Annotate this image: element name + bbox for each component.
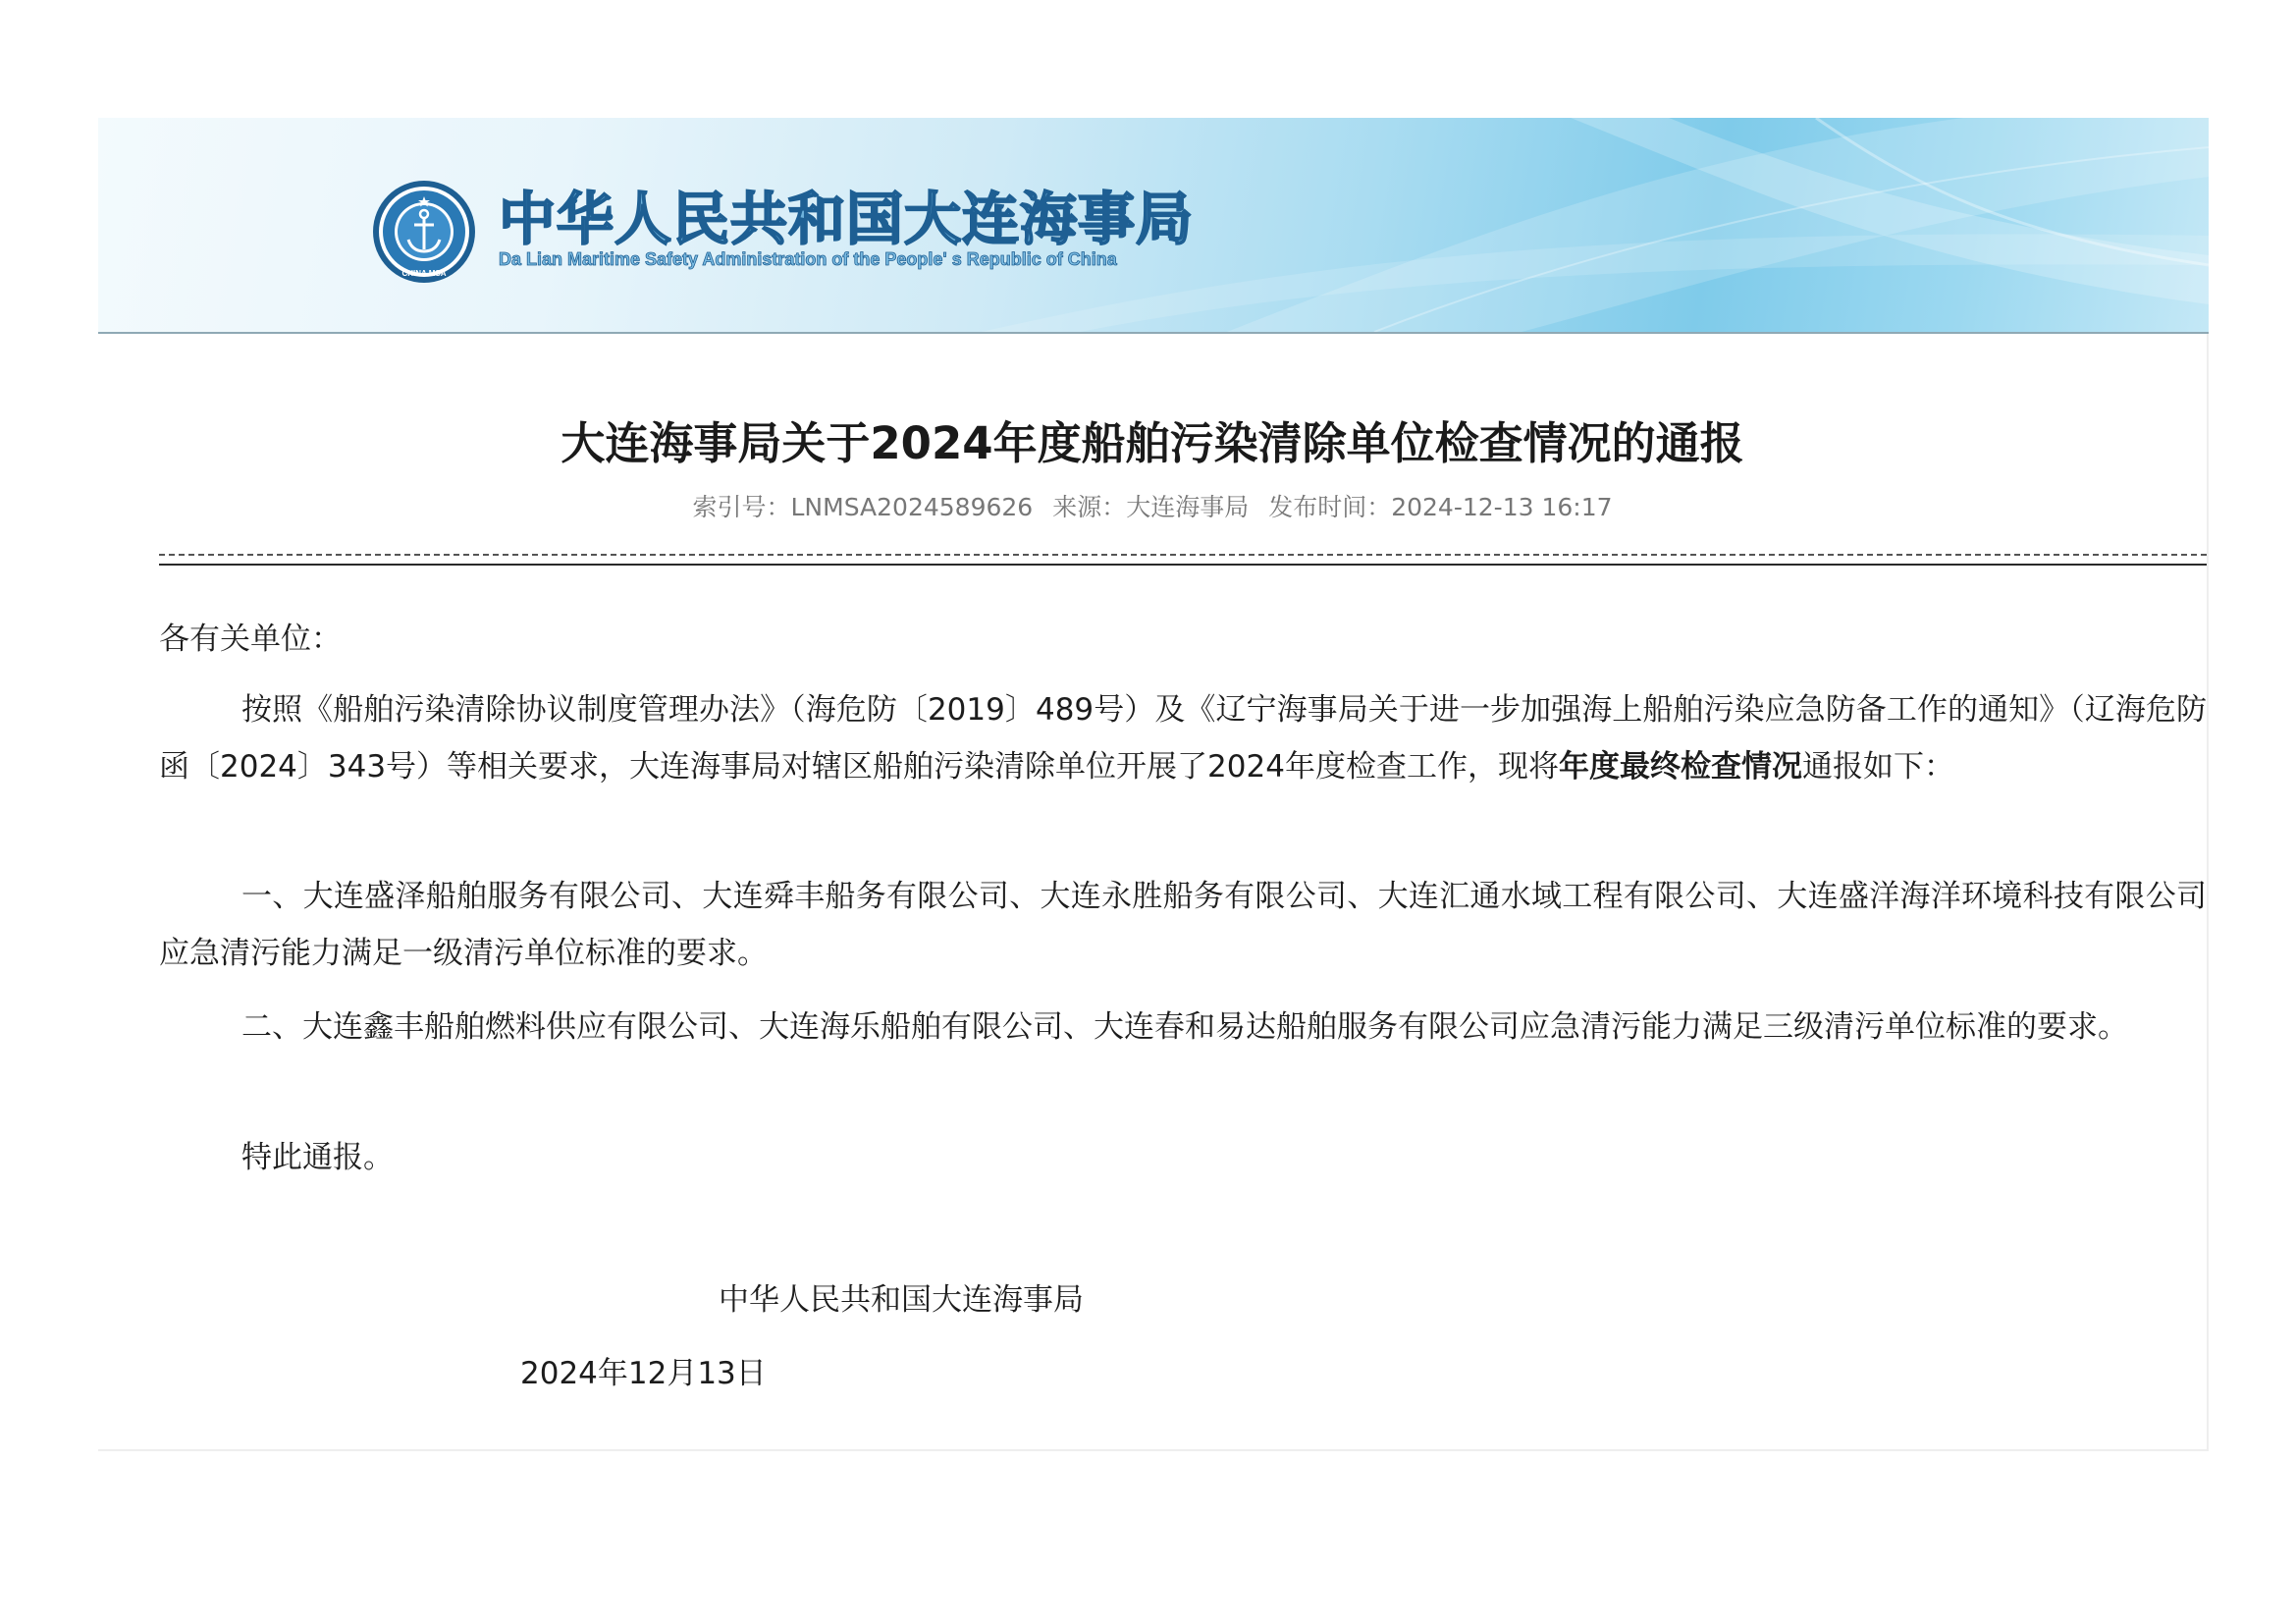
paragraph-intro-tail: 通报如下：	[1801, 749, 1954, 785]
banner-subtitle: Da Lian Maritime Safety Administration of the People' s Republic of China	[499, 249, 1117, 269]
publish-time: 发布时间：2024-12-13 16:17	[1268, 493, 1613, 521]
closing-line: 特此通报。	[241, 1140, 394, 1175]
banner-title: 中华人民共和国大连海事局	[499, 186, 1195, 252]
index-number: 索引号：LNMSA2024589626	[692, 493, 1034, 521]
paragraph-intro	[159, 681, 2207, 795]
paragraph-level-three: 二、大连鑫丰船舶燃料供应有限公司、大连海乐船舶有限公司、大连春和易达船舶服务有限公司应急清污能力满足三级清污单位标准的要求。	[241, 1009, 2128, 1045]
signing-date: 2024年12月13日	[520, 1356, 767, 1391]
header-banner	[98, 118, 2209, 334]
paragraph-intro-bold: 年度最终检查情况	[1558, 749, 1802, 785]
divider-solid	[159, 564, 2207, 566]
document-meta	[98, 488, 2207, 523]
divider-dashed	[159, 554, 2207, 556]
paragraph-level-one: 一、大连盛泽船舶服务有限公司、大连舜丰船务有限公司、大连永胜船务有限公司、大连汇通水域工程有限公司、大连盛洋海洋环境科技有限公司应急清污能力满足一级清污单位标准的要求。	[159, 879, 2207, 971]
source: 来源：大连海事局	[1052, 493, 1250, 521]
article-card	[98, 334, 2209, 1451]
anchor-emblem-icon	[371, 179, 477, 285]
paragraph-intro-text: 按照《船舶污染清除协议制度管理办法》（海危防〔2019〕489号）及《辽宁海事局关于进一步加强海上船舶污染应急防备工作的通知》（辽海危防函〔2024〕343号）等相关要求，大连海事局对辖区船舶污染清除单位开展了2024年度检查工作，现将	[159, 692, 2207, 785]
salutation: 各有关单位：	[159, 622, 342, 657]
emblem-text: CHINA MSA	[401, 269, 447, 278]
document-title: 大连海事局关于2024年度船舶污染清除单位检查情况的通报	[561, 417, 1744, 469]
signing-authority: 中华人民共和国大连海事局	[719, 1282, 1084, 1318]
